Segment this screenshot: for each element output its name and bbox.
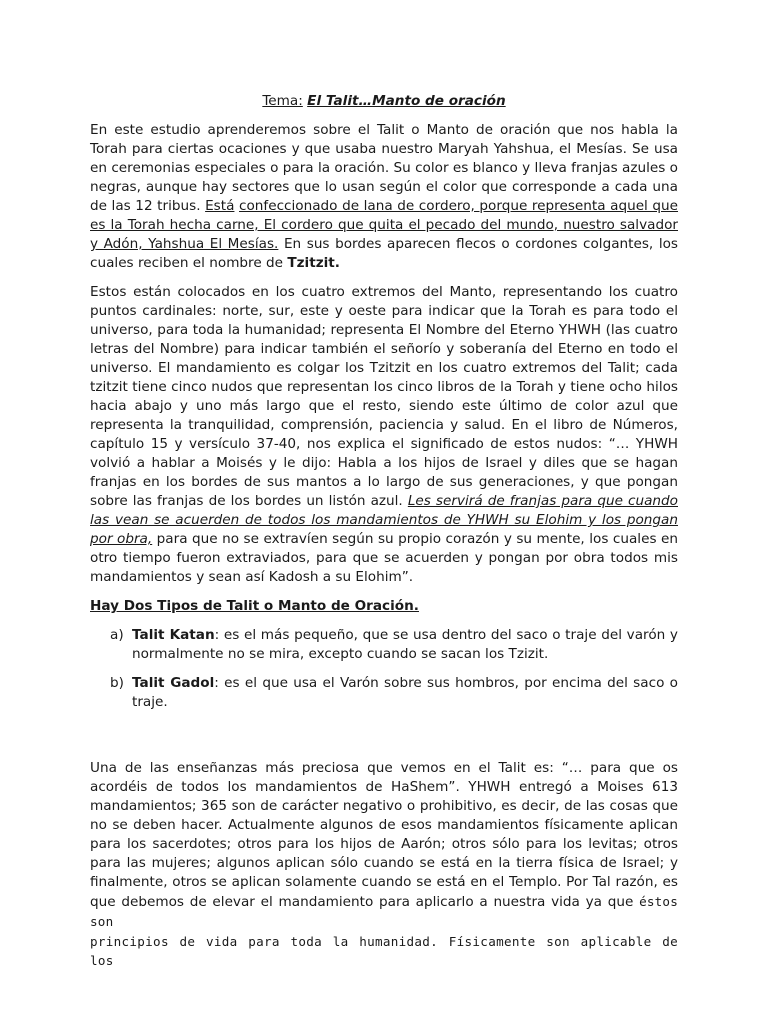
paragraph-1-underlined-passage: confeccionado de lana de cordero, porque representa aquel que es la Torah hecha carne, El cordero que quita el pecado del mundo, nuestro salvador y Adón, Yahshua El Mesías.: [90, 198, 679, 252]
list-item: [90, 626, 678, 664]
document-title: [90, 92, 678, 111]
paragraph-2-text-a: Estos están colocados en los cuatro extremos del Manto, representando los cuatro puntos cardinales: norte, sur, este y oeste para indicar que la Torah es para todo el universo, para toda la humanidad; representa El Nombre del Eterno YHWH (las cuatro letras del Nombre) para indicar también el señorío y soberanía del Eterno en todo el universo. El mandamiento es colgar los Tzitzit en los cuatro extremos del Talit; cada tzitzit tiene cinco nudos que representan los cinco libros de la Torah y tiene ocho hilos hacia abajo y uno más largo que el resto, siendo este último de color azul que representa la tranquilidad, comprensión, paciencia y salud. En el libro de Números, capítulo 15 y versículo 37-40, nos explica el significado de estos nudos: “… YHWH volvió a hablar a Moisés y le dijo: Habla a los hijos de Israel y diles que se hagan franjas en los bordes de sus mantos a lo largo de sus generaciones, y que pongan sobre las franjas de los bordes un listón azul.: [90, 284, 678, 509]
paragraph-1: [90, 121, 678, 273]
paragraph-3-last-line: principios de vida para toda la humanidad. Físicamente son aplicable de los: [90, 934, 678, 968]
paragraph-1-text-a: En este estudio aprenderemos sobre el Talit o Manto de oración que nos habla la Torah para ciertas ocaciones y que usaba nuestro Maryah Yahshua, el Mesías. Se usa en ceremonias especiales o para la oración. Su color es blanco y lleva franjas azules o negras, aunque hay sectores que lo usan según el color que corresponde a cada una de las 12 tribus.: [90, 122, 678, 214]
paragraph-2-quoted-verse: Les servirá de franjas para que cuando las vean se acuerden de todos los mandamientos de YHWH su Elohim y los pongan por obra,: [90, 493, 678, 547]
list-term: Talit Gadol: [132, 675, 215, 691]
paragraph-3: [90, 759, 678, 932]
paragraph-2: [90, 283, 678, 587]
list-marker: b): [110, 675, 124, 691]
document-page: [90, 92, 678, 970]
paragraph-1-underlined-word: Está: [205, 198, 235, 214]
list-marker: a): [110, 627, 124, 643]
list-term: Talit Katan: [132, 627, 215, 643]
list-item: [90, 674, 678, 712]
spacer: [90, 722, 678, 759]
section-heading: Hay Dos Tipos de Talit o Manto de Oración.: [90, 598, 419, 614]
list-text: : es el que usa el Varón sobre sus hombros, por encima del saco o traje.: [132, 675, 678, 710]
paragraph-3-text: Una de las enseñanzas más preciosa que vemos en el Talit es: “… para que os acordéis de todos los mandamientos de HaShem”. YHWH entregó a Moises 613 mandamientos; 365 son de carácter negativo o prohibitivo, es decir, de las cosas que no se deben hacer. Actualmente algunos de esos mandamientos físicamente aplican para los sacerdotes; otros para los hijos de Aarón; otros sólo para los levitas; otros para las mujeres; algunos aplican sólo cuando se está en la tierra física de Israel; y finalmente, otros se aplican solamente cuando se está en el Templo. Por Tal razón, es que debemos de elevar el mandamiento para aplicarlo a nuestra vida ya que: [90, 760, 678, 910]
paragraph-1-text-b: En sus bordes aparecen flecos o cordones colgantes, los cuales reciben el nombre de: [90, 236, 678, 271]
paragraph-1-bold-term: Tzitzit.: [287, 255, 340, 271]
paragraph-2-text-b: para que no se extravíen según su propio corazón y su mente, los cuales en otro tiempo fueron extraviados, para que se acuerden y pongan por obra todos mis mandamientos y sean así Kadosh a su Elohim”.: [90, 531, 678, 585]
paragraph-3-mono-text: éstos son: [90, 894, 678, 929]
list-text: : es el más pequeño, que se usa dentro del saco o traje del varón y normalmente no se mira, excepto cuando se sacan los Tzizit.: [132, 627, 678, 662]
title-value: El Talit…Manto de oración: [307, 93, 506, 109]
title-label: Tema:: [262, 93, 303, 109]
